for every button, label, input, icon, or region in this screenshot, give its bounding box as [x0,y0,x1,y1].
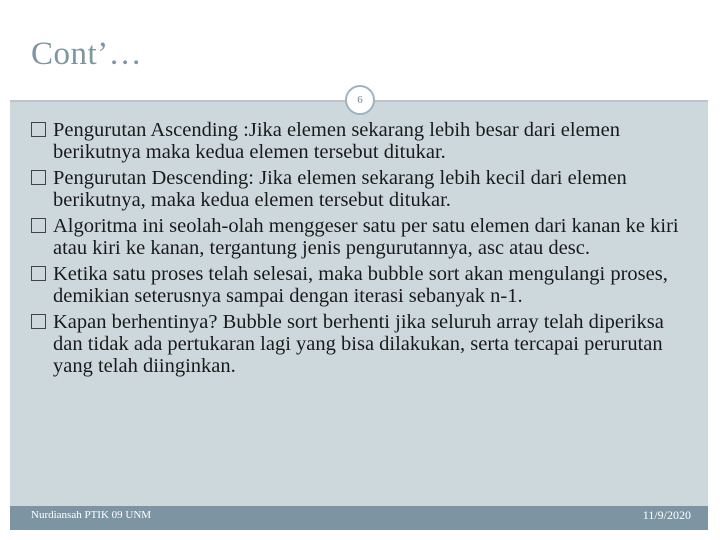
checkbox-bullet-icon [31,266,46,281]
slide-title: Cont’… [31,36,143,72]
bullet-text: Kapan berhentinya? Bubble sort berhenti jika seluruh array telah diperiksa dan tidak ada pertukaran lagi yang bisa dilakukan, serta tercapai perurutan yang telah diinginkan. [53,311,664,377]
page-number-badge: 6 [345,85,375,115]
bullet-list [30,119,698,381]
checkbox-bullet-icon [31,314,46,329]
footer-author: Nurdiansah PTIK 09 UNM [31,509,152,521]
checkbox-bullet-icon [31,122,46,137]
bullet-text: Ketika satu proses telah selesai, maka bubble sort akan mengulangi proses, demikian seterusnya sampai dengan iterasi sebanyak n-1. [53,263,668,307]
bullet-text: Pengurutan Ascending :Jika elemen sekarang lebih besar dari elemen berikutnya maka kedua elemen tersebut ditukar. [53,119,620,163]
list-item [30,311,698,377]
list-item [30,263,698,307]
checkbox-bullet-icon [31,170,46,185]
footer-date: 11/9/2020 [642,508,691,522]
bullet-text: Algoritma ini seolah-olah menggeser satu per satu elemen dari kanan ke kiri atau kiri ke kanan, tergantung jenis pengurutannya, asc atau desc. [53,215,679,259]
bullet-text: Pengurutan Descending: Jika elemen sekarang lebih kecil dari elemen berikutnya, maka kedua elemen tersebut ditukar. [53,167,627,211]
list-item [30,215,698,259]
list-item [30,167,698,211]
checkbox-bullet-icon [31,218,46,233]
list-item [30,119,698,163]
